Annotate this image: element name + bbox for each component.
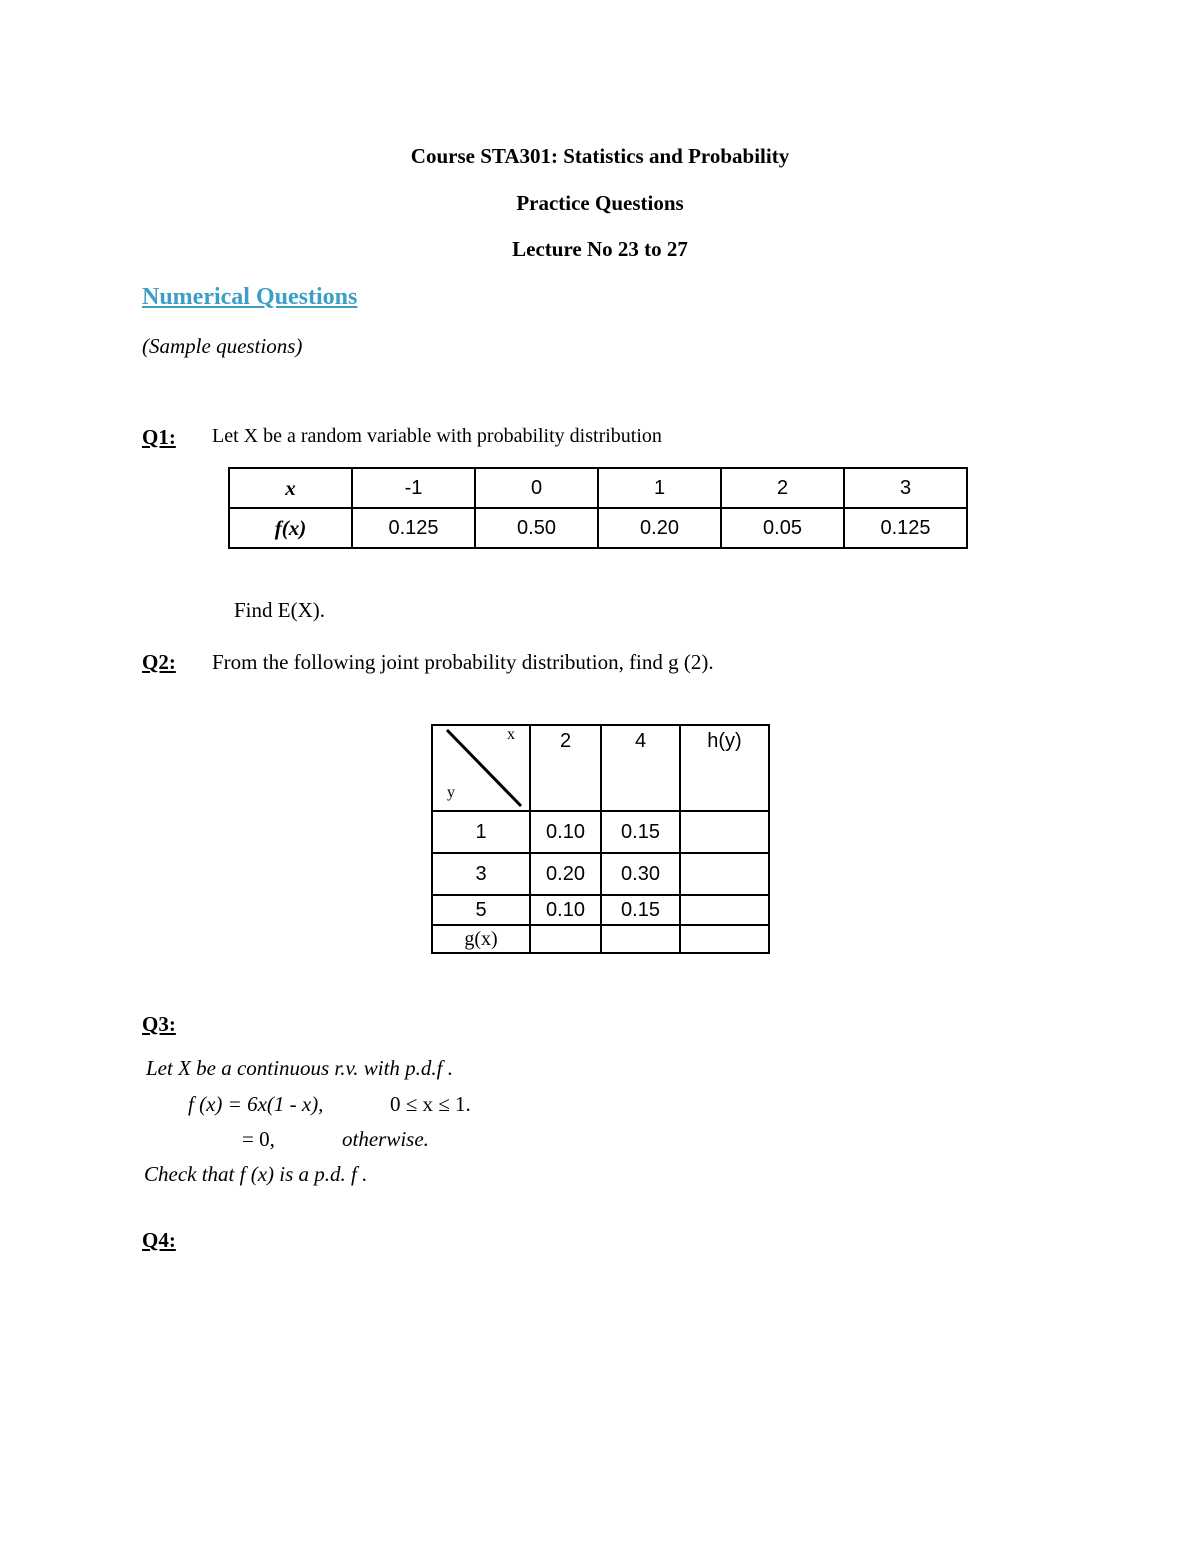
corner-y-label: y (447, 784, 455, 801)
q1-distribution-table (228, 467, 968, 549)
q3-line-2-right: 0 ≤ x ≤ 1. (390, 1092, 471, 1116)
q3-line-3-right: otherwise. (342, 1127, 429, 1151)
table-row (229, 508, 967, 548)
q2-joint-distribution-table (431, 724, 770, 954)
course-title: Course STA301: Statistics and Probability (410, 144, 790, 168)
x-value: 1 (598, 468, 721, 508)
probability-cell: 0.15 (601, 895, 680, 925)
x-value: 0 (475, 468, 598, 508)
footer-label: g(x) (432, 925, 530, 953)
lecture-range-heading: Lecture No 23 to 27 (512, 237, 688, 261)
table-row (432, 725, 769, 811)
q3-line-3-left: = 0, (242, 1127, 275, 1151)
marginal-cell (680, 925, 769, 953)
q2-label: Q2: (142, 650, 176, 674)
x-value: -1 (352, 468, 475, 508)
q3-label: Q3: (142, 1012, 176, 1036)
marginal-cell (601, 925, 680, 953)
marginal-cell (680, 853, 769, 895)
fx-value: 0.125 (844, 508, 967, 548)
col-header: h(y) (680, 725, 769, 811)
probability-cell: 0.10 (530, 811, 601, 853)
x-value: 3 (844, 468, 967, 508)
fx-value: 0.20 (598, 508, 721, 548)
row-header-fx: f(x) (229, 508, 352, 548)
col-header: 4 (601, 725, 680, 811)
x-value: 2 (721, 468, 844, 508)
section-title: Numerical Questions (142, 284, 358, 310)
table-row (432, 925, 769, 953)
q1-label: Q1: (142, 425, 176, 449)
q1-task: Find E(X). (234, 598, 325, 622)
q3-line-2-left: f (x) = 6x(1 - x), (188, 1092, 324, 1116)
corner-x-label: x (507, 726, 515, 743)
table-row (432, 811, 769, 853)
marginal-cell (680, 895, 769, 925)
fx-value: 0.05 (721, 508, 844, 548)
sample-note: (Sample questions) (142, 334, 303, 358)
corner-cell (432, 725, 530, 811)
row-header-x: x (229, 468, 352, 508)
fx-value: 0.50 (475, 508, 598, 548)
probability-cell: 0.10 (530, 895, 601, 925)
marginal-cell (680, 811, 769, 853)
col-header: 2 (530, 725, 601, 811)
table-row (229, 468, 967, 508)
table-row (432, 853, 769, 895)
q3-line-4: Check that f (x) is a p.d. f . (144, 1162, 368, 1186)
table-row (432, 895, 769, 925)
q4-label: Q4: (142, 1228, 176, 1252)
probability-cell: 0.20 (530, 853, 601, 895)
fx-value: 0.125 (352, 508, 475, 548)
q1-text: Let X be a random variable with probability distribution (212, 425, 662, 447)
y-value: 3 (432, 853, 530, 895)
probability-cell: 0.30 (601, 853, 680, 895)
q3-line-1: Let X be a continuous r.v. with p.d.f . (146, 1056, 454, 1080)
probability-cell: 0.15 (601, 811, 680, 853)
practice-questions-heading: Practice Questions (516, 191, 684, 215)
y-value: 5 (432, 895, 530, 925)
marginal-cell (530, 925, 601, 953)
q2-text: From the following joint probability distribution, find g (2). (212, 650, 714, 674)
y-value: 1 (432, 811, 530, 853)
